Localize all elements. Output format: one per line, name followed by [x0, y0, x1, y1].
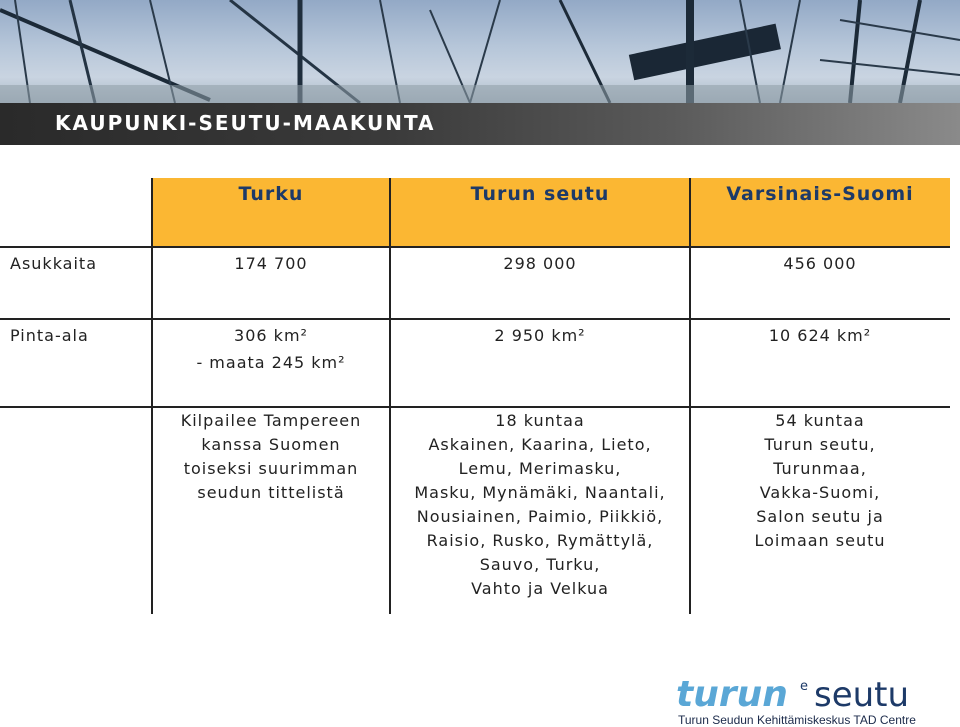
- table-divider: [151, 178, 153, 614]
- text-line: Askainen, Kaarina, Lieto,: [428, 435, 652, 454]
- text-line: seudun tittelistä: [197, 483, 345, 502]
- cell-varsinais-suomi-asukkaita: 456 000: [783, 254, 857, 273]
- text-line: toiseksi suurimman: [183, 459, 359, 478]
- column-header-varsinais-suomi: Varsinais-Suomi: [726, 183, 914, 205]
- logo-subtitle: Turun Seudun Kehittämiskeskus TAD Centre: [678, 713, 916, 727]
- cell-turku-description: [152, 409, 390, 505]
- text-line: Vahto ja Velkua: [471, 579, 609, 598]
- logo-wordmark: [676, 674, 948, 714]
- text-line: 54 kuntaa: [775, 411, 865, 430]
- row-label-asukkaita: Asukkaita: [10, 254, 97, 273]
- ship-rigging-image: [0, 0, 960, 103]
- logo-mark: e: [800, 679, 808, 694]
- cell-varsinais-suomi-pinta-ala: 10 624 km²: [768, 326, 872, 345]
- text-line: Sauvo, Turku,: [479, 555, 601, 574]
- slide-title: KAUPUNKI-SEUTU-MAAKUNTA: [55, 111, 436, 135]
- text-line: kanssa Suomen: [201, 435, 341, 454]
- text-line: Masku, Mynämäki, Naantali,: [414, 483, 666, 502]
- column-header-turun-seutu: Turun seutu: [470, 183, 610, 205]
- cell-turku-asukkaita: 174 700: [234, 254, 308, 273]
- cell-turun-seutu-pinta-ala: 2 950 km²: [494, 326, 586, 345]
- banner-photo: [0, 0, 960, 103]
- logo-word-seutu: seutu: [814, 675, 910, 714]
- cell-turku-pinta-ala: 306 km²: [234, 326, 308, 345]
- text-line: Salon seutu ja: [756, 507, 884, 526]
- logo-word-turun: turun: [676, 674, 788, 714]
- table-divider: [0, 318, 950, 320]
- column-header-turku: Turku: [238, 183, 304, 205]
- cell-turun-seutu-asukkaita: 298 000: [503, 254, 577, 273]
- text-line: Turunmaa,: [773, 459, 867, 478]
- text-line: Kilpailee Tampereen: [180, 411, 362, 430]
- turun-seutu-logo: [676, 674, 948, 727]
- table-divider: [0, 406, 950, 408]
- text-line: Raisio, Rusko, Rymättylä,: [426, 531, 654, 550]
- row-label-pinta-ala: Pinta-ala: [10, 326, 89, 345]
- cell-varsinais-suomi-municipalities: [690, 409, 950, 553]
- text-line: Lemu, Merimasku,: [458, 459, 622, 478]
- text-line: Turun seutu,: [764, 435, 876, 454]
- text-line: Vakka-Suomi,: [759, 483, 881, 502]
- table-divider: [0, 246, 950, 248]
- cell-turun-seutu-municipalities: [390, 409, 690, 601]
- text-line: Loimaan seutu: [754, 531, 886, 550]
- title-bar: [0, 103, 960, 145]
- cell-turku-land-area: - maata 245 km²: [196, 353, 346, 372]
- text-line: 18 kuntaa: [495, 411, 585, 430]
- text-line: Nousiainen, Paimio, Piikkiö,: [416, 507, 664, 526]
